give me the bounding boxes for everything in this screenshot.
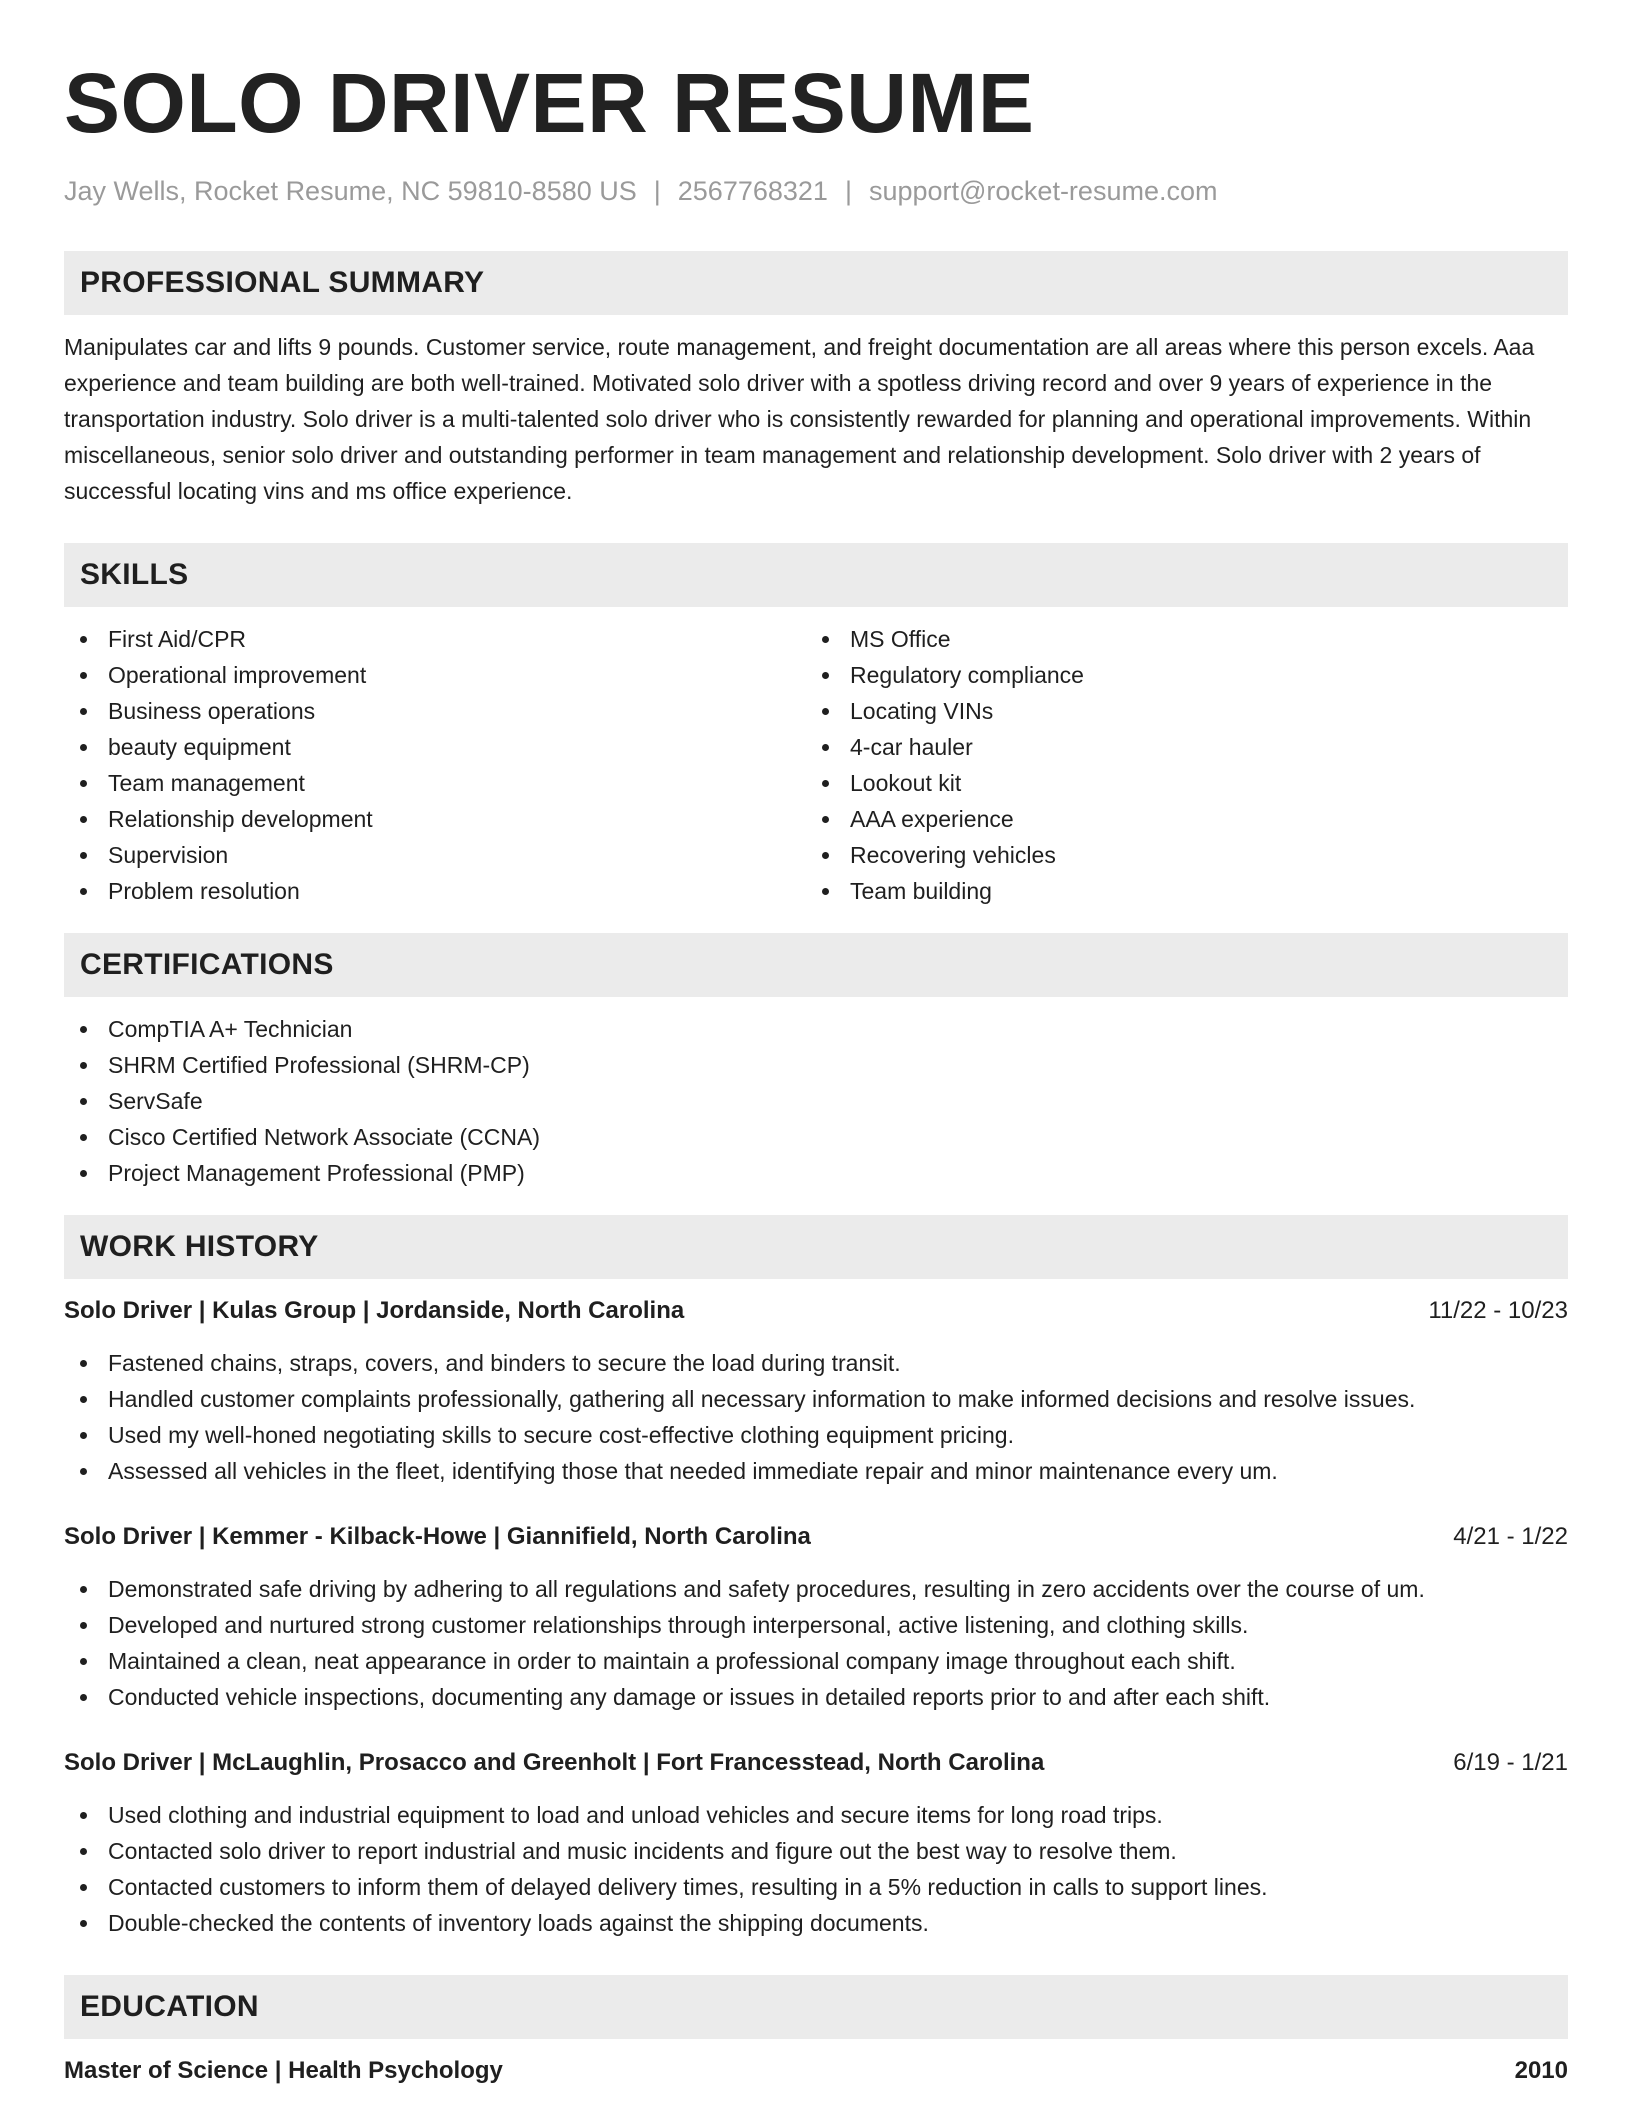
skill-item: Business operations [64, 693, 806, 729]
job-bullet-list [64, 1345, 1568, 1489]
job-entry [64, 1519, 1568, 1715]
education-year: 2010 [1514, 2057, 1568, 2084]
skills-section-header: SKILLS [64, 543, 1568, 607]
summary-section-header: PROFESSIONAL SUMMARY [64, 251, 1568, 315]
job-title: Solo Driver | Kulas Group | Jordanside, North Carolina [64, 1297, 685, 1324]
contact-phone: 2567768321 [677, 176, 828, 206]
job-header [64, 1293, 1568, 1329]
skills-left-list [64, 621, 806, 909]
skills-grid [64, 621, 1568, 909]
skill-item: 4-car hauler [806, 729, 1548, 765]
contact-separator: | [653, 176, 661, 206]
contact-email: support@rocket-resume.com [868, 176, 1218, 206]
skill-item: Locating VINs [806, 693, 1548, 729]
certifications-list [64, 1011, 1568, 1191]
skill-item: Lookout kit [806, 765, 1548, 801]
skill-item: Relationship development [64, 801, 806, 837]
resume-title: SOLO DRIVER RESUME [64, 56, 1035, 150]
skill-item: beauty equipment [64, 729, 806, 765]
job-bullet: Used clothing and industrial equipment to load and unload vehicles and secure items for long road trips. [64, 1797, 1568, 1833]
skills-right-list [806, 621, 1548, 909]
certification-item: CompTIA A+ Technician [64, 1011, 1568, 1047]
certification-item: ServSafe [64, 1083, 1568, 1119]
certification-item: Cisco Certified Network Associate (CCNA) [64, 1119, 1568, 1155]
education-entry [64, 2053, 1568, 2089]
job-bullet: Developed and nurtured strong customer relationships through interpersonal, active listening, and clothing skills. [64, 1607, 1568, 1643]
contact-address: Jay Wells, Rocket Resume, NC 59810-8580 US [64, 176, 637, 206]
job-entry [64, 1745, 1568, 1941]
job-bullet: Contacted customers to inform them of delayed delivery times, resulting in a 5% reduction in calls to support lines. [64, 1869, 1568, 1905]
work-history-section-header: WORK HISTORY [64, 1215, 1568, 1279]
job-header [64, 1519, 1568, 1555]
job-bullet: Maintained a clean, neat appearance in order to maintain a professional company image throughout each shift. [64, 1643, 1568, 1679]
certifications-section-header: CERTIFICATIONS [64, 933, 1568, 997]
skill-item: AAA experience [806, 801, 1548, 837]
contact-line [64, 174, 1568, 208]
job-dates: 6/19 - 1/21 [1453, 1749, 1568, 1776]
job-title: Solo Driver | McLaughlin, Prosacco and Greenholt | Fort Francesstead, North Carolina [64, 1749, 1045, 1776]
skill-item: Recovering vehicles [806, 837, 1548, 873]
summary-text: Manipulates car and lifts 9 pounds. Customer service, route management, and freight documentation are all areas where this person excels. Aaa experience and team building are both well-trained. Motivated solo driver with a spotless driving record and over 9 years of experience in the transportation industry. Solo driver is a multi-talented solo driver who is consistently rewarded for planning and operational improvements. Within miscellaneous, senior solo driver and outstanding performer in team management and relationship development. Solo driver with 2 years of successful locating vins and ms office experience. [64, 334, 1535, 504]
skill-item: Supervision [64, 837, 806, 873]
certification-item: SHRM Certified Professional (SHRM-CP) [64, 1047, 1568, 1083]
skill-item: Problem resolution [64, 873, 806, 909]
skill-item: Team management [64, 765, 806, 801]
certification-item: Project Management Professional (PMP) [64, 1155, 1568, 1191]
job-bullet: Assessed all vehicles in the fleet, identifying those that needed immediate repair and minor maintenance every um. [64, 1453, 1568, 1489]
job-bullet: Contacted solo driver to report industrial and music incidents and figure out the best way to resolve them. [64, 1833, 1568, 1869]
job-bullet: Conducted vehicle inspections, documenting any damage or issues in detailed reports prior to and after each shift. [64, 1679, 1568, 1715]
job-entry [64, 1293, 1568, 1489]
job-bullet: Double-checked the contents of inventory loads against the shipping documents. [64, 1905, 1568, 1941]
job-bullet-list [64, 1571, 1568, 1715]
job-bullet-list [64, 1797, 1568, 1941]
job-bullet: Handled customer complaints professionally, gathering all necessary information to make informed decisions and resolve issues. [64, 1381, 1568, 1417]
job-dates: 11/22 - 10/23 [1428, 1297, 1568, 1324]
job-bullet: Demonstrated safe driving by adhering to all regulations and safety procedures, resulting in zero accidents over the course of um. [64, 1571, 1568, 1607]
skill-item: Regulatory compliance [806, 657, 1548, 693]
skill-item: First Aid/CPR [64, 621, 806, 657]
job-title: Solo Driver | Kemmer - Kilback-Howe | Giannifield, North Carolina [64, 1523, 811, 1550]
skill-item: Operational improvement [64, 657, 806, 693]
resume-page [64, 0, 1568, 2089]
contact-separator: | [844, 176, 852, 206]
skill-item: MS Office [806, 621, 1548, 657]
education-section-header: EDUCATION [64, 1975, 1568, 2039]
job-bullet: Fastened chains, straps, covers, and binders to secure the load during transit. [64, 1345, 1568, 1381]
job-bullet: Used my well-honed negotiating skills to secure cost-effective clothing equipment pricing. [64, 1417, 1568, 1453]
job-header [64, 1745, 1568, 1781]
job-dates: 4/21 - 1/22 [1453, 1523, 1568, 1550]
skill-item: Team building [806, 873, 1548, 909]
education-degree: Master of Science | Health Psychology [64, 2057, 503, 2084]
